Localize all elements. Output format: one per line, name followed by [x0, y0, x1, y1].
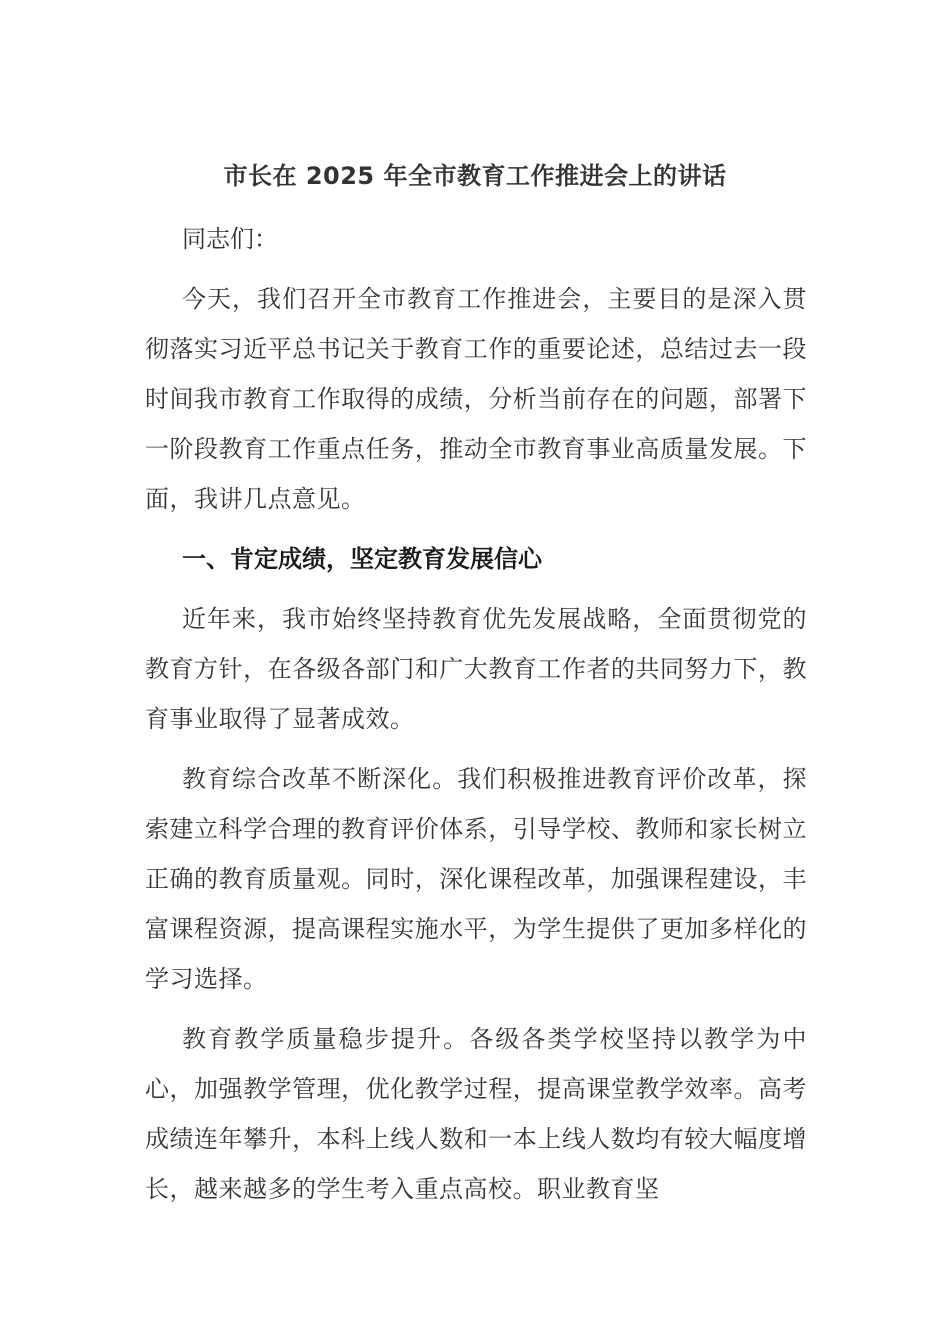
section-heading: 一、肯定成绩，坚定教育发展信心: [182, 545, 542, 573]
document-body: [145, 214, 807, 1214]
document-title: 市长在 2025 年全市教育工作推进会上的讲话: [223, 162, 727, 190]
body-paragraph-achievements: 近年来，我市始终坚持教育优先发展战略，全面贯彻党的教育方针，在各级各部门和广大教育工作者的共同努力下，教育事业取得了显著成效。: [145, 605, 807, 733]
body-paragraph-quality: 教育教学质量稳步提升。各级各类学校坚持以教学为中心，加强教学管理，优化教学过程，提高课堂教学效率。高考成绩连年攀升，本科上线人数和一本上线人数均有较大幅度增长，越来越多的学生考入重点高校。职业教育坚: [145, 1025, 807, 1203]
greeting: 同志们：: [182, 225, 278, 253]
body-paragraph-reform: 教育综合改革不断深化。我们积极推进教育评价改革，探索建立科学合理的教育评价体系，引导学校、教师和家长树立正确的教育质量观。同时，深化课程改革，加强课程建设，丰富课程资源，提高课程实施水平，为学生提供了更加多样化的学习选择。: [145, 765, 807, 993]
intro-paragraph: 今天，我们召开全市教育工作推进会，主要目的是深入贯彻落实习近平总书记关于教育工作的重要论述，总结过去一段时间我市教育工作取得的成绩，分析当前存在的问题，部署下一阶段教育工作重点任务，推动全市教育事业高质量发展。下面，我讲几点意见。: [145, 285, 807, 513]
